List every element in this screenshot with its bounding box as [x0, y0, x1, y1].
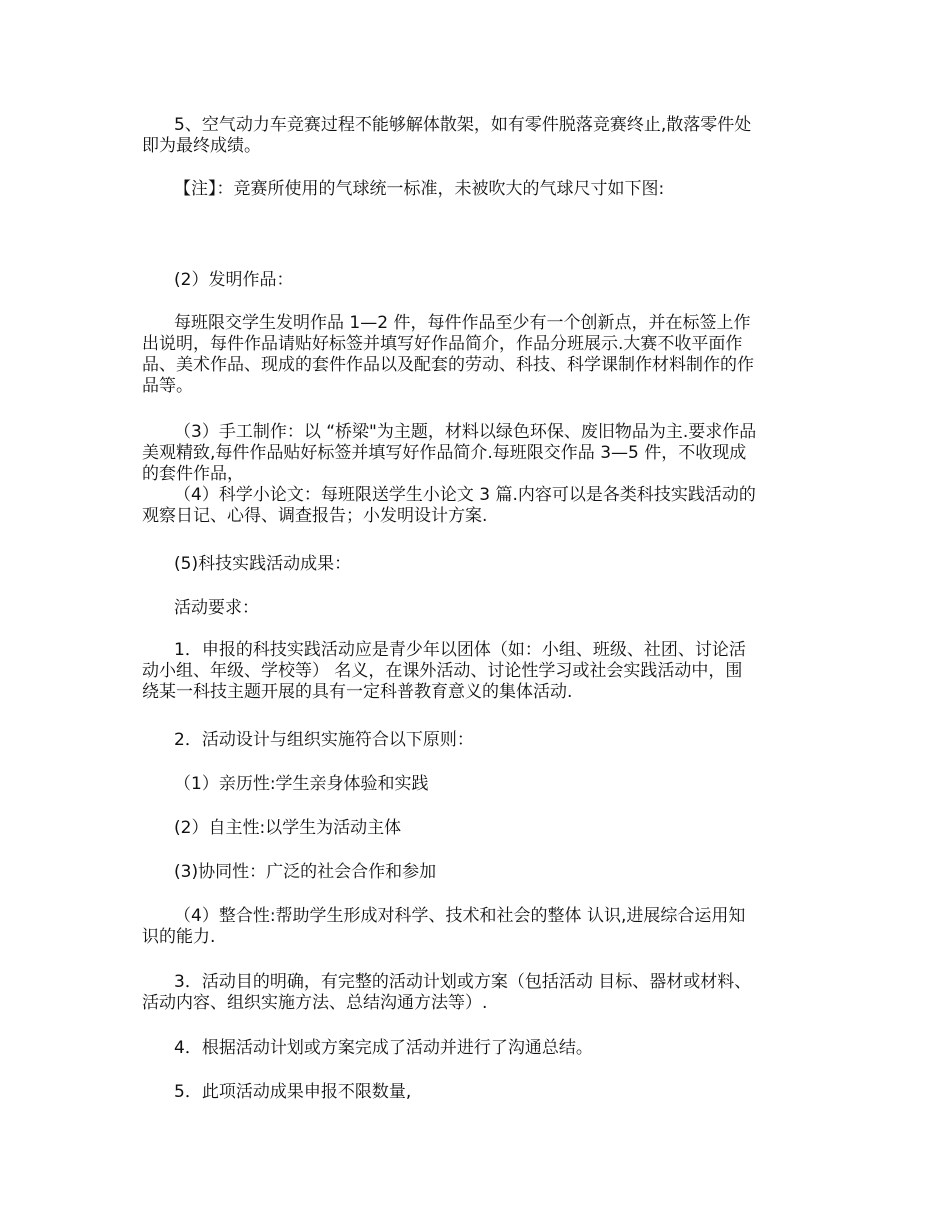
text-line: 活动内容、组织实施方法、总结沟通方法等）.: [142, 993, 488, 1013]
text-line: 的套件作品，: [142, 464, 244, 484]
text-line: (2）自主性:以学生为活动主体: [174, 818, 402, 838]
invention-paragraph: [142, 313, 814, 397]
text-line: 品、美术作品、现成的套件作品以及配套的劳动、科技、科学课制作材料制作的作: [142, 355, 754, 375]
text-line: 1．申报的科技实践活动应是青少年以团体（如：小组、班级、社团、讨论活: [174, 640, 746, 660]
principle-2: [142, 818, 814, 839]
invention-heading: [142, 270, 814, 291]
text-line: (3)协同性：广泛的社会合作和参加: [174, 862, 437, 882]
requirement-3-paragraph: [142, 972, 814, 1014]
text-line: (2）发明作品：: [174, 270, 294, 290]
text-line: 4．根据活动计划或方案完成了活动并进行了沟通总结。: [174, 1038, 593, 1058]
text-line: 出说明，每件作品请贴好标签并填写好作品简介，作品分班展示.大赛不收平面作: [142, 334, 743, 354]
principle-4: [142, 906, 814, 948]
requirements-heading: [142, 598, 814, 619]
text-line: 即为最终成绩。: [142, 136, 261, 156]
practice-heading: [142, 554, 814, 575]
note-paragraph: [142, 179, 814, 200]
text-line: （4）整合性:帮助学生形成对科学、技术和社会的整体 认识,进展综合运用知: [174, 906, 746, 926]
text-line: 5．此项活动成果申报不限数量,: [174, 1082, 412, 1102]
requirement-2-paragraph: [142, 730, 814, 751]
text-line: 【注】：竞赛所使用的气球统一标准，未被吹大的气球尺寸如下图:: [174, 179, 665, 199]
text-line: 5、空气动力车竞赛过程不能够解体散架，如有零件脱落竞赛终止,散落零件处: [174, 115, 752, 135]
text-line: 2．活动设计与组织实施符合以下原则：: [174, 730, 474, 750]
text-line: 观察日记、心得、调查报告；小发明设计方案.: [142, 506, 488, 526]
text-line: 活动要求：: [174, 598, 259, 618]
principle-3: [142, 862, 814, 883]
requirement-4-paragraph: [142, 1038, 814, 1059]
text-line: （1）亲历性:学生亲身体验和实践: [174, 774, 429, 794]
rule-5-paragraph: [142, 115, 814, 157]
requirement-1-paragraph: [142, 640, 814, 703]
text-line: 品等。: [142, 376, 193, 396]
text-line: 识的能力.: [142, 927, 216, 947]
text-line: (5)科技实践活动成果：: [174, 554, 352, 574]
text-line: 动小组、年级、学校等） 名义，在课外活动、讨论性学习或社会实践活动中，围: [142, 661, 743, 681]
text-line: （4）科学小论文：每班限送学生小论文 3 篇.内容可以是各类科技实践活动的: [174, 485, 756, 505]
handcraft-paragraph: [142, 422, 814, 527]
principle-1: [142, 774, 814, 795]
requirement-5-paragraph: [142, 1082, 814, 1103]
text-line: 每班限交学生发明作品 1—2 件，每件作品至少有一个创新点，并在标签上作: [174, 313, 751, 333]
text-line: 3．活动目的明确，有完整的活动计划或方案（包括活动 目标、器材或材料、: [174, 972, 752, 992]
text-line: （3）手工制作：以 “桥梁"为主题，材料以绿色环保、废旧物品为主.要求作品: [174, 422, 757, 442]
text-line: 绕某一科技主题开展的具有一定科普教育意义的集体活动.: [142, 682, 573, 702]
text-line: 美观精致,每件作品贴好标签并填写好作品简介.每班限交作品 3—5 件，不收现成: [142, 443, 747, 463]
